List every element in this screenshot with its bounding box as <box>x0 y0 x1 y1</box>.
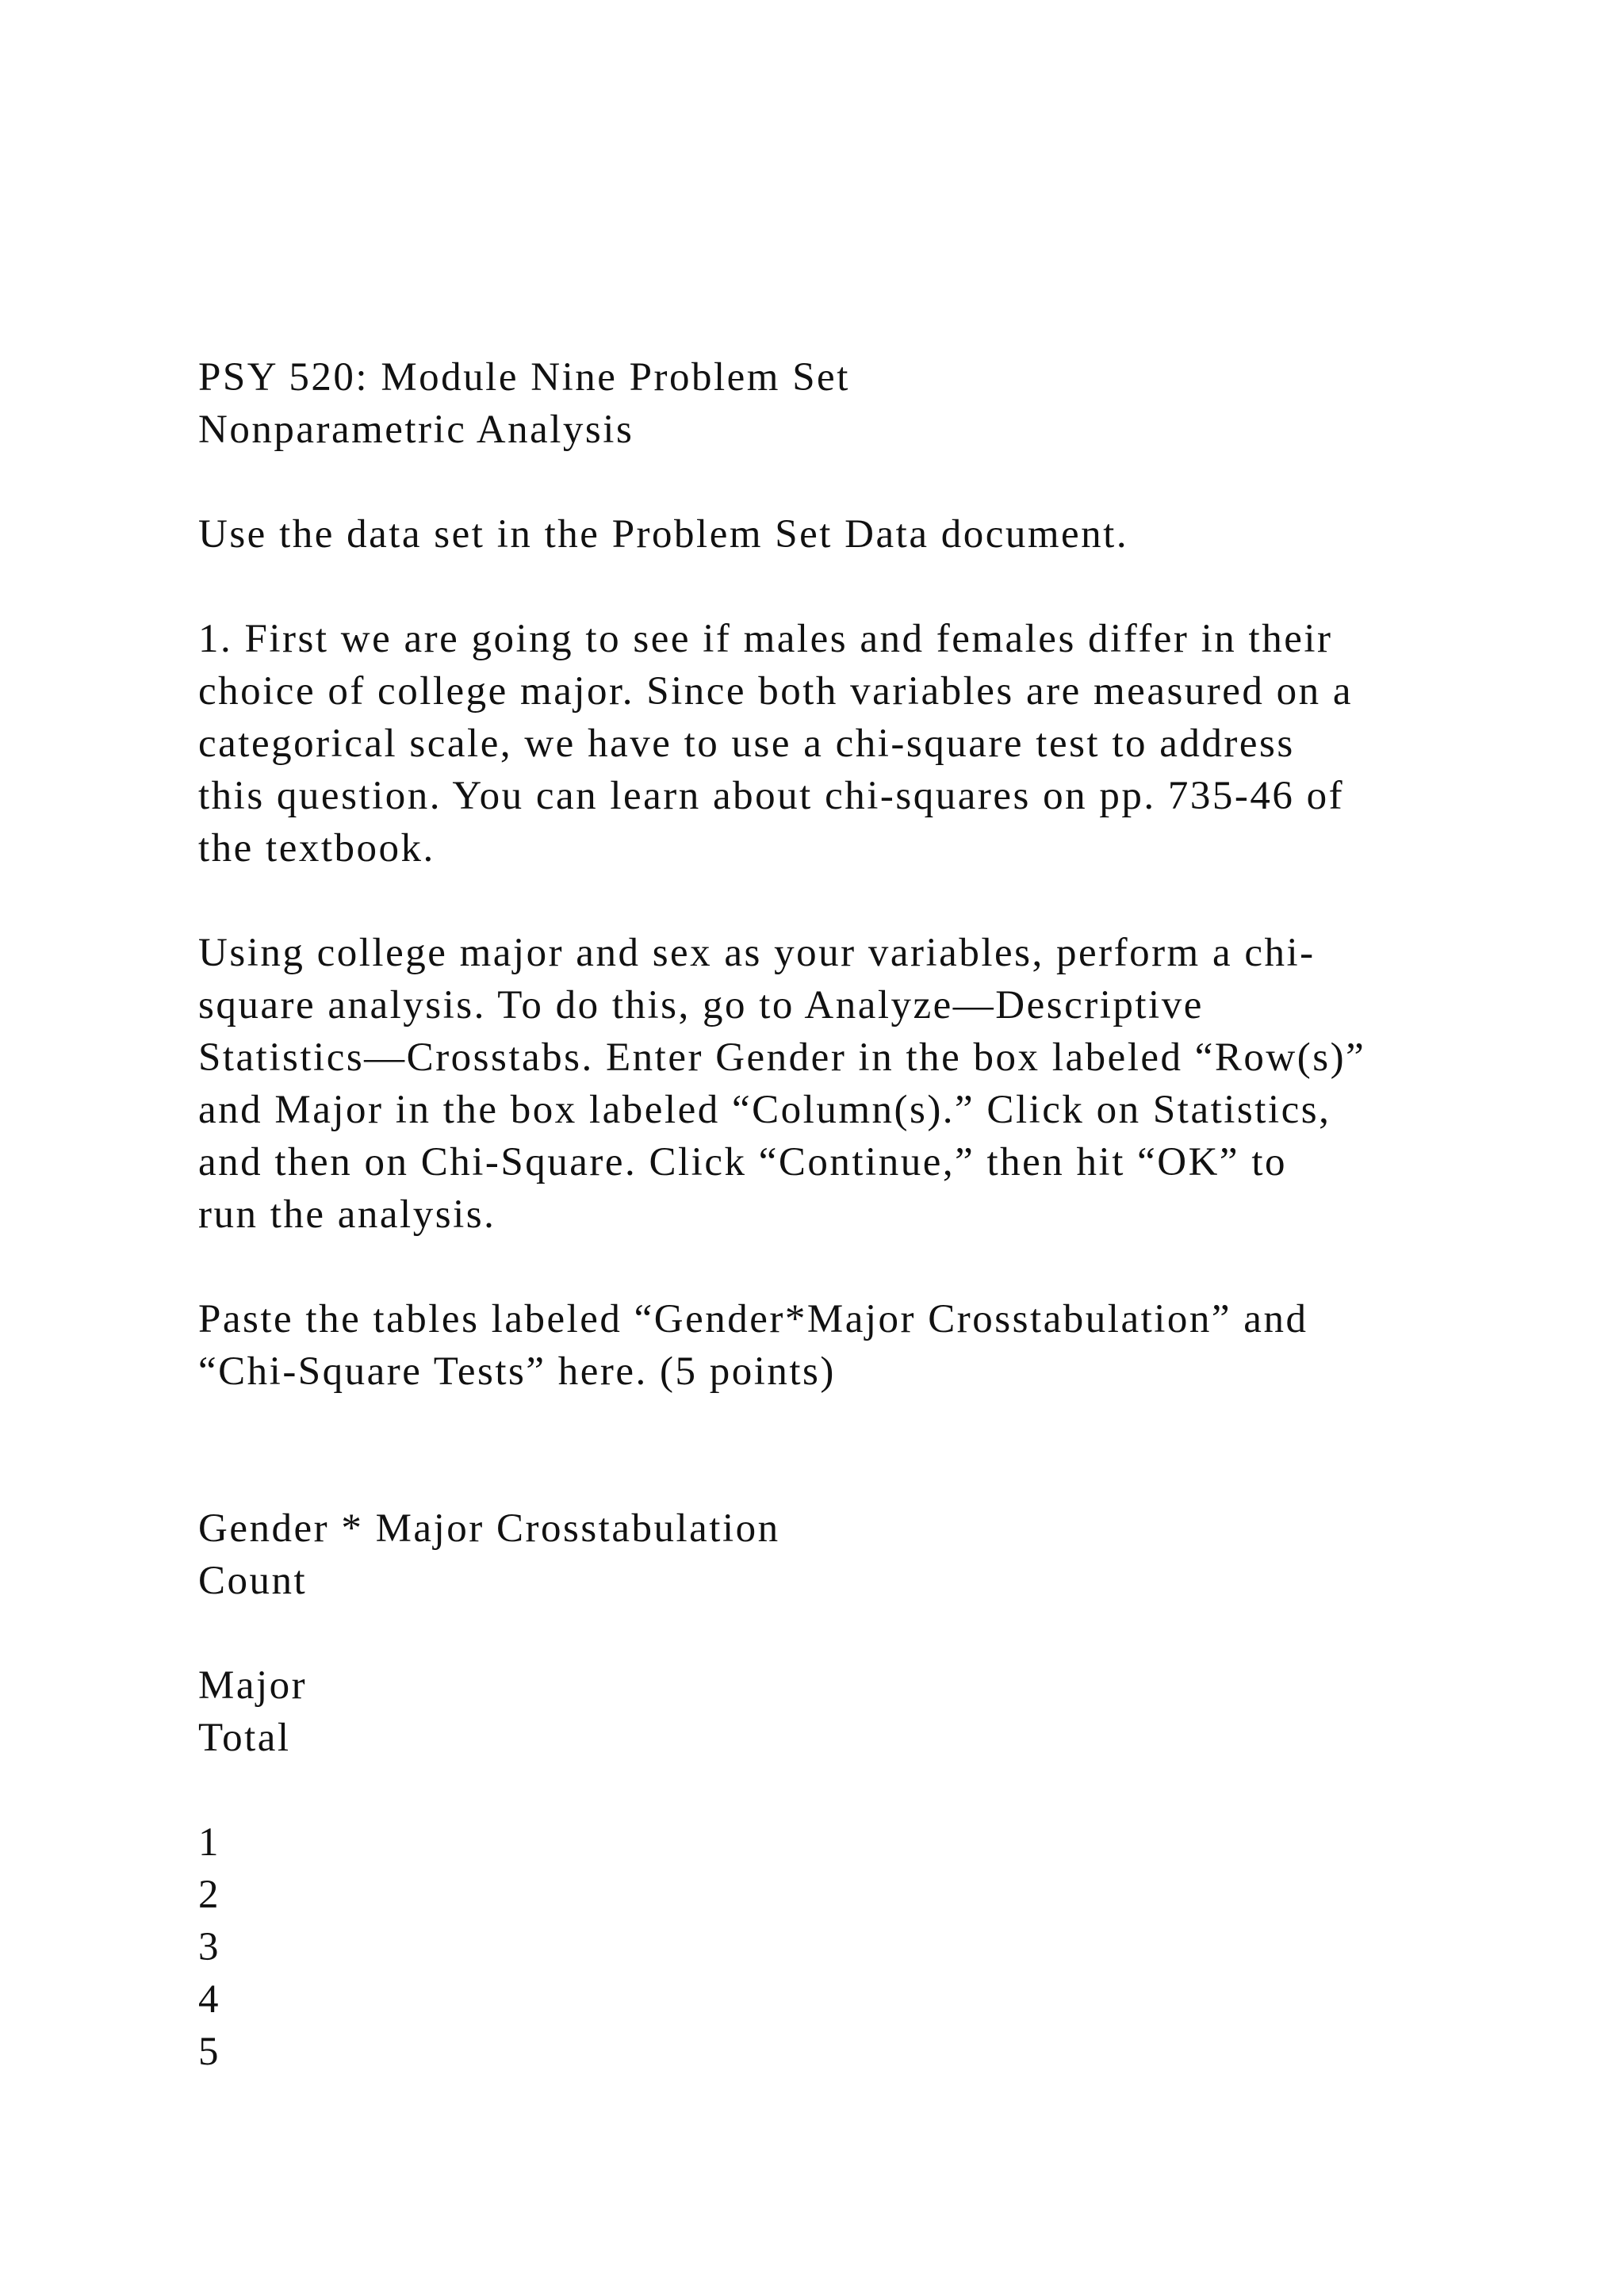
instruction-line: run the analysis. <box>198 1192 496 1237</box>
major-label: Major <box>198 1663 308 1708</box>
question-line: 1. First we are going to see if males and females differ in their <box>198 617 1333 661</box>
document-subtitle: Nonparametric Analysis <box>198 408 634 452</box>
instructions <box>198 927 1483 1241</box>
question-line: choice of college major. Since both variables are measured on a <box>198 669 1354 714</box>
paste-line: Paste the tables labeled “Gender*Major Crosstabulation” and <box>198 1297 1308 1341</box>
question-line: this question. You can learn about chi-squares on pp. 735-46 of <box>198 774 1345 818</box>
paste-request <box>198 1293 1483 1398</box>
table-title: Gender * Major Crosstabulation <box>198 1506 780 1551</box>
instruction-line: Using college major and sex as your variables, perform a chi- <box>198 931 1316 975</box>
question-line: the textbook. <box>198 826 435 871</box>
table-subtitle: Count <box>198 1559 308 1603</box>
intro-text: Use the data set in the Problem Set Data document. <box>198 512 1129 557</box>
question-1 <box>198 613 1483 874</box>
major-value: 2 <box>198 1873 220 1917</box>
instruction-line: square analysis. To do this, go to Analyze—Descriptive <box>198 983 1204 1027</box>
major-values-list <box>198 1816 1483 2078</box>
instruction-line: Statistics—Crosstabs. Enter Gender in the box labeled “Row(s)” <box>198 1035 1366 1080</box>
document-title: PSY 520: Module Nine Problem Set <box>198 355 850 400</box>
total-label: Total <box>198 1716 291 1760</box>
question-line: categorical scale, we have to use a chi-square test to address <box>198 721 1295 766</box>
major-value: 1 <box>198 1820 220 1865</box>
instruction-line: and then on Chi-Square. Click “Continue,” then hit “OK” to <box>198 1140 1287 1184</box>
major-value: 4 <box>198 1977 220 2022</box>
document-body <box>198 351 1483 2078</box>
major-value: 3 <box>198 1925 220 1969</box>
paste-line: “Chi-Square Tests” here. (5 points) <box>198 1349 836 1394</box>
major-value: 5 <box>198 2030 220 2074</box>
instruction-line: and Major in the box labeled “Column(s).” Click on Statistics, <box>198 1088 1331 1132</box>
